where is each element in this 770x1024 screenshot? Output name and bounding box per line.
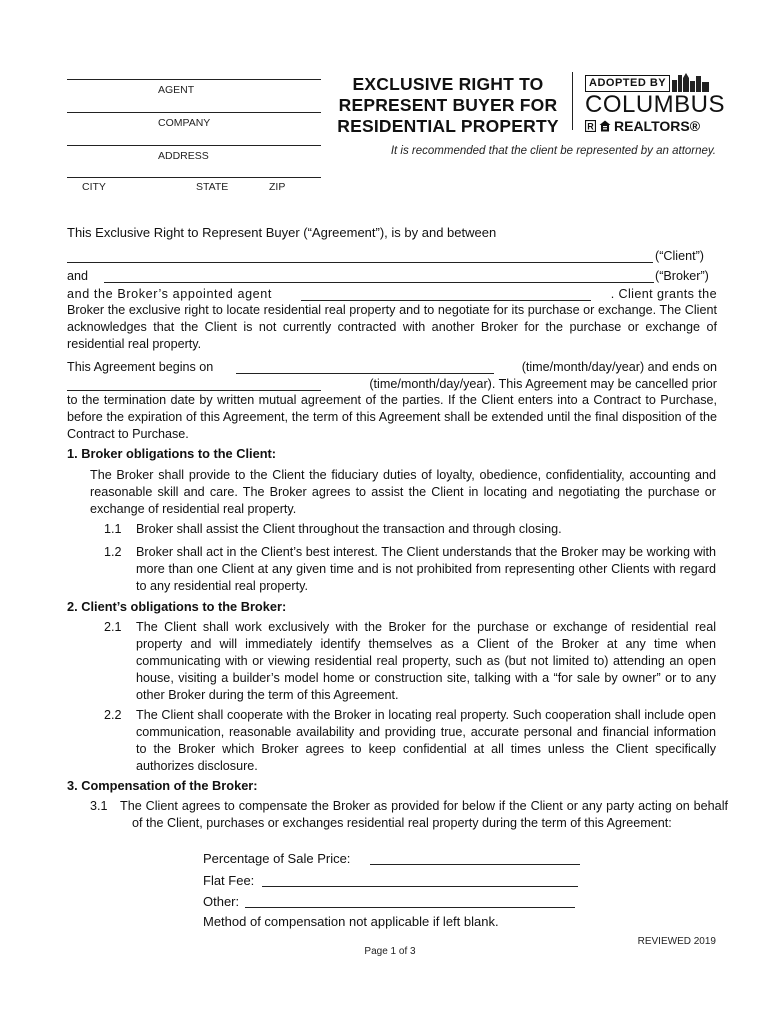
adopted-by-label: ADOPTED BY: [585, 75, 670, 92]
realtor-r-icon: [585, 120, 596, 132]
state-label: STATE: [196, 181, 229, 193]
section-1-heading: 1. Broker obligations to the Client:: [67, 446, 277, 461]
intro-line-1: This Exclusive Right to Represent Buyer (“Agreement”), is by and between: [67, 225, 497, 240]
term-begins-label: This Agreement begins on: [67, 360, 214, 374]
title-divider: [572, 72, 573, 130]
zip-label: ZIP: [269, 181, 286, 193]
broker-suffix: (“Broker”): [655, 269, 709, 283]
item-3-1-text: The Client agrees to compensate the Broker as provided for below if the Client or any party acting on behalf of the Client, purchases or exchanges residential real property during the term of this Agreement:: [120, 799, 728, 830]
compensation-note: Method of compensation not applicable if left blank.: [203, 914, 499, 929]
city-state-zip-line[interactable]: [67, 177, 321, 178]
agent-label: AGENT: [158, 84, 195, 96]
end-date-line[interactable]: [67, 390, 321, 391]
agent-line[interactable]: [67, 79, 321, 80]
item-3-1-number: 3.1: [90, 799, 108, 813]
section-1-intro: The Broker shall provide to the Client the fiduciary duties of loyalty, obedience, confidentiality, accounting and reasonable skill and care. The Broker agrees to assist the Client in locating and negotiating the purchase or exchange of residential real property.: [90, 468, 716, 516]
title-line-3: RESIDENTIAL PROPERTY: [337, 116, 559, 136]
term-ends-label: (time/month/day/year) and ends on: [521, 360, 717, 374]
company-line[interactable]: [67, 112, 321, 113]
page-number: Page 1 of 3: [364, 946, 416, 957]
agent-suffix: . Client grants the: [610, 287, 717, 301]
item-2-1-text: The Client shall work exclusively with the Broker for the purchase or exchange of residential real property and will immediately identify themselves as a Client of the Broker at any time when communicating with or viewing residential real property, such as (but not limited to) attending an open house, visiting a builder’s model home or construction site, talking with a “for sale by owner” or to any other Broker during the term of this Agreement.: [136, 620, 716, 702]
item-1-1-number: 1.1: [104, 522, 122, 536]
item-2-1-number: 2.1: [104, 620, 122, 634]
title-line-1: EXCLUSIVE RIGHT TO: [352, 74, 544, 94]
company-label: COMPANY: [158, 117, 211, 129]
title-line-2: REPRESENT BUYER FOR: [338, 95, 558, 115]
attorney-recommendation: It is recommended that the client be represented by an attorney.: [390, 145, 716, 157]
address-line[interactable]: [67, 145, 321, 146]
section-3-heading: 3. Compensation of the Broker:: [67, 778, 258, 793]
svg-text:R: R: [587, 121, 594, 132]
item-1-2-number: 1.2: [104, 545, 122, 559]
agent-name-line[interactable]: [301, 300, 591, 301]
item-2-2-number: 2.2: [104, 708, 122, 722]
address-label: ADDRESS: [158, 150, 209, 162]
other-label: Other:: [203, 894, 240, 909]
percentage-label: Percentage of Sale Price:: [203, 851, 351, 866]
and-label: and: [67, 269, 89, 283]
begin-date-line[interactable]: [236, 373, 494, 374]
reviewed-label: REVIEWED 2019: [637, 936, 716, 947]
item-1-1-text: Broker shall assist the Client throughout the transaction and through closing.: [136, 522, 562, 536]
other-line[interactable]: [245, 907, 575, 908]
section-2-heading: 2. Client’s obligations to the Broker:: [67, 599, 287, 614]
columbus-wordmark: COLUMBUS: [585, 91, 726, 118]
term-paragraph: to the termination date by written mutual agreement of the parties. If the Client enters into a Contract to Purchase, before the expiration of this Agreement, the term of this Agreement shall be extended until the final disposition of the Contract to Purchase.: [67, 393, 717, 441]
equal-housing-icon: [599, 120, 611, 132]
realtors-wordmark: REALTORS®: [614, 118, 701, 134]
flat-fee-label: Flat Fee:: [203, 873, 255, 888]
skyline-icon: [672, 72, 710, 92]
intro-paragraph: Broker the exclusive right to locate residential real property and to negotiate for its purchase or exchange. The Client acknowledges that the Client is not currently contracted with another Broker for the purchase or exchange of residential real property.: [67, 303, 717, 351]
client-suffix: (“Client”): [655, 249, 704, 263]
item-2-2-text: The Client shall cooperate with the Broker in locating real property. Such cooperation shall include open communication, reasonable availability and providing true, accurate personal and financial information to the Broker which Broker agrees to keep confidential at all times unless the Client specifically authorizes disclosure.: [136, 708, 716, 773]
term-line-2: (time/month/day/year). This Agreement may be cancelled prior: [369, 377, 717, 391]
realtors-logo: [585, 72, 726, 134]
document-title: [334, 74, 562, 137]
city-label: CITY: [82, 181, 106, 193]
agent-prefix: and the Broker’s appointed agent: [67, 287, 272, 301]
flat-fee-line[interactable]: [262, 886, 578, 887]
percentage-line[interactable]: [370, 864, 580, 865]
client-name-line[interactable]: [67, 262, 653, 263]
item-1-2-text: Broker shall act in the Client’s best interest. The Client understands that the Broker may be working with more than one Client at any given time and is not prohibited from representing other Clients with regard to any residential real property.: [136, 545, 716, 593]
broker-name-line[interactable]: [104, 282, 654, 283]
